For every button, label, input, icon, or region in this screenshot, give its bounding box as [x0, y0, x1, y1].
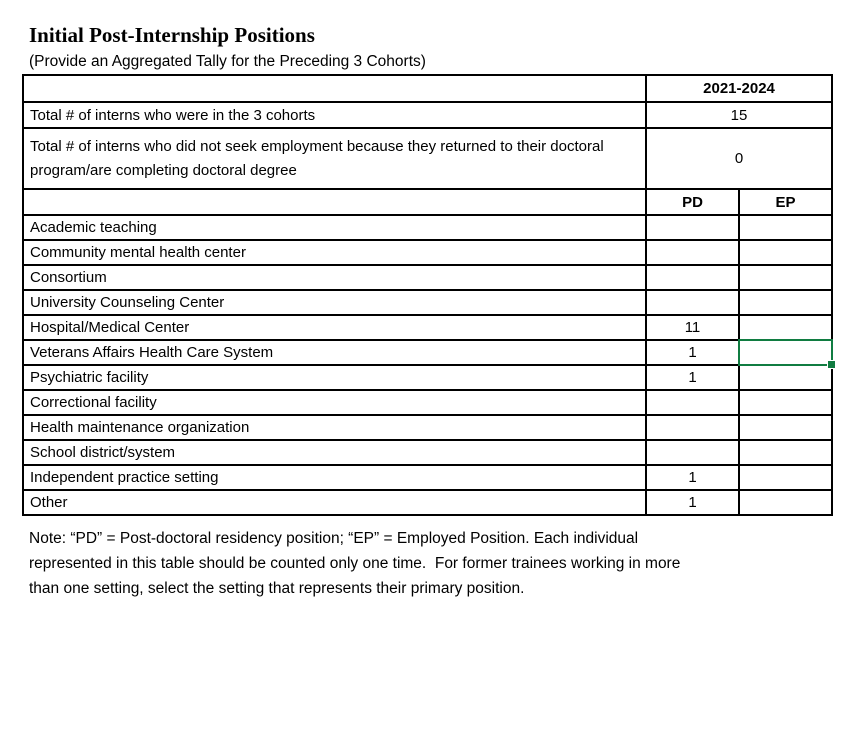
pd-value: 1	[688, 494, 697, 511]
table-row	[23, 265, 832, 290]
empty-corner-cell[interactable]	[23, 75, 646, 102]
table-row	[23, 440, 832, 465]
position-label-cell[interactable]: Correctional facility	[23, 390, 646, 415]
position-label-cell[interactable]: Consortium	[23, 265, 646, 290]
period-header-cell[interactable]: 2021-2024	[646, 75, 832, 102]
total-interns-label-cell[interactable]: Total # of interns who were in the 3 cohorts	[23, 102, 646, 128]
pd-value-cell[interactable]	[646, 265, 739, 290]
fill-handle[interactable]	[827, 360, 836, 369]
table-row	[23, 390, 832, 415]
footnote-line: Note: “PD” = Post-doctoral residency position; “EP” = Employed Position. Each individual	[29, 530, 639, 547]
no-seek-value-cell[interactable]: 0	[646, 128, 832, 189]
empty-header-cell[interactable]	[23, 189, 646, 215]
pd-value: 1	[688, 369, 697, 386]
pd-value-cell[interactable]	[646, 215, 739, 240]
position-label-cell[interactable]: Psychiatric facility	[23, 365, 646, 390]
position-label-cell[interactable]: Veterans Affairs Health Care System	[23, 340, 646, 365]
ep-value-cell[interactable]	[739, 340, 832, 365]
period-header-row	[23, 75, 832, 102]
ep-value-cell[interactable]	[739, 390, 832, 415]
pd-column-header[interactable]: PD	[646, 189, 739, 215]
pd-ep-header-row	[23, 189, 832, 215]
ep-value-cell[interactable]	[739, 315, 832, 340]
ep-value-cell[interactable]	[739, 240, 832, 265]
position-label-cell[interactable]: University Counseling Center	[23, 290, 646, 315]
total-interns-value-cell[interactable]: 15	[646, 102, 832, 128]
page-subtitle: (Provide an Aggregated Tally for the Preceding 3 Cohorts)	[29, 53, 426, 70]
ep-column-header[interactable]: EP	[739, 189, 832, 215]
table-row	[23, 490, 832, 515]
pd-value-cell[interactable]	[646, 240, 739, 265]
ep-value-cell[interactable]	[739, 215, 832, 240]
ep-value-cell[interactable]	[739, 365, 832, 390]
pd-value-cell[interactable]	[646, 315, 739, 340]
total-interns-row	[23, 102, 832, 128]
table-row	[23, 315, 832, 340]
pd-value: 11	[684, 319, 701, 336]
position-label-cell[interactable]: Academic teaching	[23, 215, 646, 240]
pd-value-cell[interactable]	[646, 490, 739, 515]
position-label-cell[interactable]: Hospital/Medical Center	[23, 315, 646, 340]
footnote-line: than one setting, select the setting that represents their primary position.	[29, 580, 525, 597]
table-row	[23, 240, 832, 265]
ep-value-cell[interactable]	[739, 265, 832, 290]
ep-value-cell[interactable]	[739, 440, 832, 465]
selected-cell-outline	[738, 339, 833, 366]
table-row	[23, 415, 832, 440]
footnote-line: represented in this table should be counted only one time. For former trainees working in more	[29, 555, 681, 572]
no-seek-label-cell[interactable]: Total # of interns who did not seek employment because they returned to their doctoral program/are completing doctoral degree	[23, 128, 646, 189]
pd-value-cell[interactable]	[646, 440, 739, 465]
page-title: Initial Post-Internship Positions	[29, 23, 315, 47]
table-row	[23, 215, 832, 240]
ep-value-cell[interactable]	[739, 490, 832, 515]
positions-table	[22, 74, 833, 516]
pd-value-cell[interactable]	[646, 340, 739, 365]
ep-value-cell[interactable]	[739, 415, 832, 440]
table-row	[23, 365, 832, 390]
table-row	[23, 340, 832, 365]
footnote	[29, 526, 680, 601]
position-label-cell[interactable]: Health maintenance organization	[23, 415, 646, 440]
no-seek-employment-row	[23, 128, 832, 189]
pd-value: 1	[688, 469, 697, 486]
pd-value-cell[interactable]	[646, 415, 739, 440]
position-label-cell[interactable]: Independent practice setting	[23, 465, 646, 490]
table-row	[23, 465, 832, 490]
pd-value-cell[interactable]	[646, 365, 739, 390]
position-label-cell[interactable]: Community mental health center	[23, 240, 646, 265]
ep-value-cell[interactable]	[739, 465, 832, 490]
ep-value-cell[interactable]	[739, 290, 832, 315]
position-label-cell[interactable]: School district/system	[23, 440, 646, 465]
table-row	[23, 290, 832, 315]
positions-tbody	[23, 215, 832, 515]
pd-value-cell[interactable]	[646, 465, 739, 490]
pd-value-cell[interactable]	[646, 390, 739, 415]
position-label-cell[interactable]: Other	[23, 490, 646, 515]
pd-value: 1	[688, 344, 697, 361]
pd-value-cell[interactable]	[646, 290, 739, 315]
